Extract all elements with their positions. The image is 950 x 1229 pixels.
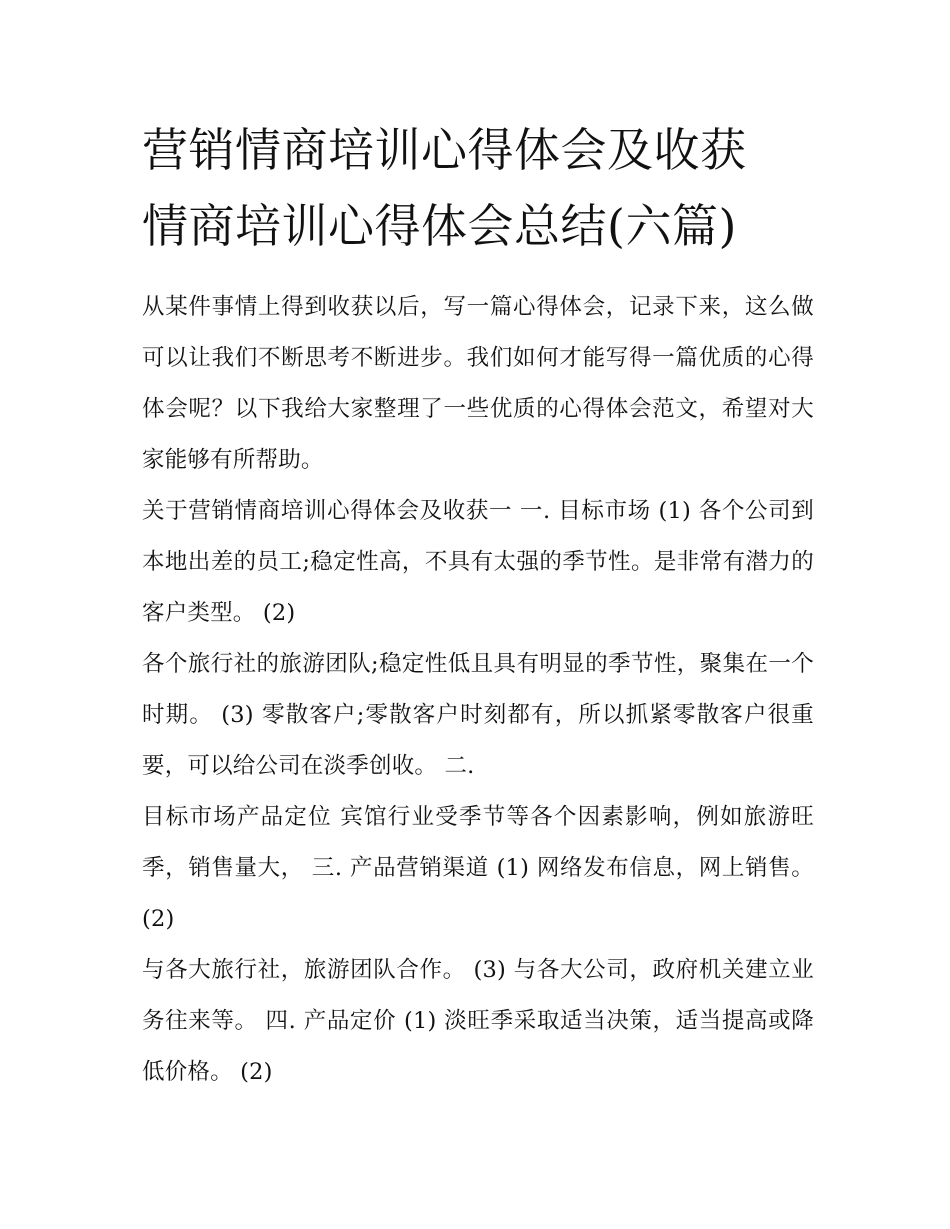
title-line-2: 情商培训心得体会总结(六篇) xyxy=(142,199,737,253)
body-paragraph-1: 关于营销情商培训心得体会及收获一 一. 目标市场 (1) 各个公司到本地出差的员工;稳定性高，不具有太强的季节性。是非常有潜力的客户类型。 (2) xyxy=(142,498,814,626)
body-paragraph-4: 与各大旅行社，旅游团队合作。 (3) 与各大公司，政府机关建立业务往来等。 四. 产品定价 (1) 淡旺季采取适当决策，适当提高或降低价格。 (2) xyxy=(142,957,814,1085)
body-paragraph-3: 目标市场产品定位 宾馆行业受季节等各个因素影响，例如旅游旺季，销售量大， 三. 产品营销渠道 (1) 网络发布信息，网上销售。 (2) xyxy=(142,804,814,932)
title-line-1: 营销情商培训心得体会及收获 xyxy=(142,123,747,177)
intro-paragraph: 从某件事情上得到收获以后，写一篇心得体会，记录下来，这么做可以让我们不断思考不断进步。我们如何才能写得一篇优质的心得体会呢？以下我给大家整理了一些优质的心得体会范文，希望对大家能够有所帮助。 xyxy=(142,294,814,473)
body-paragraph-2: 各个旅行社的旅游团队;稳定性低且具有明显的季节性，聚集在一个时期。 (3) 零散客户;零散客户时刻都有，所以抓紧零散客户很重要，可以给公司在淡季创收。 二. xyxy=(142,651,814,779)
document-title xyxy=(142,112,814,264)
document-content xyxy=(142,112,814,1098)
